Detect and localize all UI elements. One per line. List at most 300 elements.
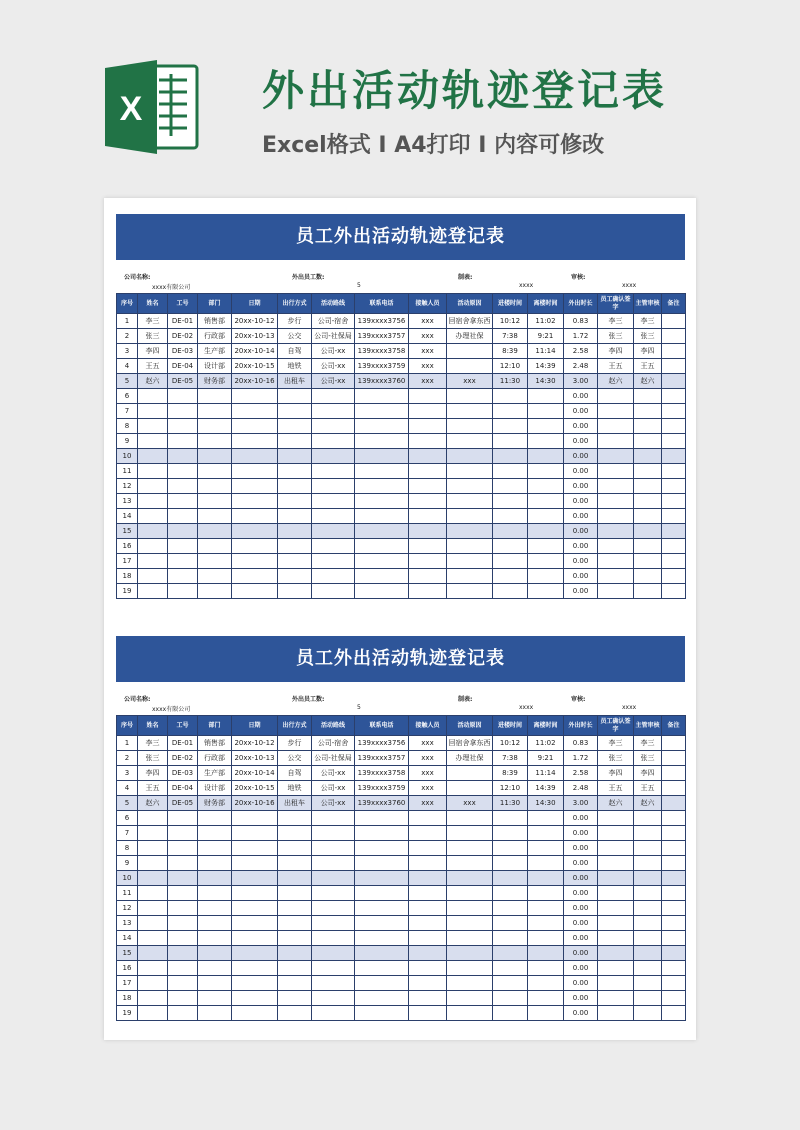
table-cell[interactable] — [598, 584, 634, 599]
table-cell[interactable] — [198, 991, 232, 1006]
table-cell[interactable]: 张三 — [598, 329, 634, 344]
table-cell[interactable] — [355, 856, 409, 871]
table-cell[interactable]: 6 — [117, 389, 138, 404]
table-cell[interactable] — [312, 584, 355, 599]
table-cell[interactable] — [198, 509, 232, 524]
table-cell[interactable] — [528, 569, 564, 584]
table-cell[interactable] — [232, 931, 278, 946]
table-cell[interactable]: 自驾 — [278, 344, 312, 359]
table-cell[interactable]: 张三 — [598, 751, 634, 766]
table-cell[interactable] — [493, 539, 528, 554]
table-cell[interactable]: 0.00 — [564, 509, 598, 524]
table-cell[interactable] — [138, 449, 168, 464]
table-cell[interactable]: DE-02 — [168, 751, 198, 766]
table-cell[interactable] — [198, 931, 232, 946]
table-cell[interactable] — [355, 1006, 409, 1021]
table-cell[interactable] — [168, 449, 198, 464]
table-cell[interactable]: DE-01 — [168, 736, 198, 751]
table-cell[interactable]: 20xx-10-16 — [232, 796, 278, 811]
table-cell[interactable]: 2 — [117, 751, 138, 766]
table-cell[interactable]: 15 — [117, 946, 138, 961]
table-cell[interactable] — [493, 584, 528, 599]
table-cell[interactable] — [168, 494, 198, 509]
table-cell[interactable]: 7:38 — [493, 329, 528, 344]
table-cell[interactable]: 0.00 — [564, 419, 598, 434]
table-cell[interactable] — [598, 389, 634, 404]
table-cell[interactable] — [355, 524, 409, 539]
table-cell[interactable] — [232, 946, 278, 961]
table-cell[interactable] — [662, 1006, 686, 1021]
table-cell[interactable]: 出租车 — [278, 374, 312, 389]
table-cell[interactable]: 王五 — [634, 781, 662, 796]
table-cell[interactable] — [312, 991, 355, 1006]
table-cell[interactable]: 公司-xx — [312, 359, 355, 374]
table-cell[interactable]: 0.00 — [564, 916, 598, 931]
table-cell[interactable] — [662, 811, 686, 826]
table-cell[interactable] — [232, 961, 278, 976]
table-cell[interactable] — [662, 569, 686, 584]
table-cell[interactable]: 行政部 — [198, 329, 232, 344]
table-cell[interactable]: 生产部 — [198, 766, 232, 781]
table-cell[interactable] — [598, 569, 634, 584]
table-cell[interactable]: 回宿舍拿东西 — [447, 736, 493, 751]
table-cell[interactable] — [634, 539, 662, 554]
table-cell[interactable]: 139xxxx3756 — [355, 314, 409, 329]
table-cell[interactable]: 0.00 — [564, 901, 598, 916]
table-cell[interactable] — [528, 871, 564, 886]
table-cell[interactable] — [662, 374, 686, 389]
table-cell[interactable] — [528, 841, 564, 856]
table-cell[interactable] — [409, 961, 447, 976]
table-cell[interactable] — [598, 916, 634, 931]
table-cell[interactable]: 王五 — [138, 359, 168, 374]
table-cell[interactable] — [138, 569, 168, 584]
table-cell[interactable]: 公交 — [278, 751, 312, 766]
table-cell[interactable] — [232, 554, 278, 569]
table-cell[interactable]: 设计部 — [198, 359, 232, 374]
table-cell[interactable]: 20xx-10-12 — [232, 314, 278, 329]
table-cell[interactable] — [355, 826, 409, 841]
table-cell[interactable] — [168, 886, 198, 901]
table-cell[interactable]: 3 — [117, 344, 138, 359]
table-cell[interactable] — [528, 389, 564, 404]
table-cell[interactable]: 19 — [117, 584, 138, 599]
table-cell[interactable] — [278, 916, 312, 931]
table-cell[interactable]: 回宿舍拿东西 — [447, 314, 493, 329]
table-cell[interactable] — [598, 479, 634, 494]
table-cell[interactable] — [493, 826, 528, 841]
table-cell[interactable] — [409, 524, 447, 539]
table-cell[interactable] — [278, 479, 312, 494]
table-cell[interactable] — [312, 946, 355, 961]
table-cell[interactable]: xxx — [409, 329, 447, 344]
table-cell[interactable] — [447, 961, 493, 976]
table-cell[interactable] — [598, 494, 634, 509]
table-cell[interactable] — [409, 841, 447, 856]
table-cell[interactable] — [232, 404, 278, 419]
table-cell[interactable] — [312, 961, 355, 976]
table-cell[interactable] — [312, 494, 355, 509]
table-cell[interactable]: 139xxxx3757 — [355, 329, 409, 344]
table-cell[interactable]: 0.00 — [564, 389, 598, 404]
table-cell[interactable] — [493, 404, 528, 419]
table-cell[interactable]: 139xxxx3760 — [355, 796, 409, 811]
table-cell[interactable] — [662, 736, 686, 751]
table-cell[interactable]: 赵六 — [598, 374, 634, 389]
table-cell[interactable] — [168, 976, 198, 991]
table-cell[interactable] — [168, 524, 198, 539]
table-cell[interactable] — [232, 584, 278, 599]
table-cell[interactable] — [198, 464, 232, 479]
table-cell[interactable] — [232, 524, 278, 539]
table-cell[interactable] — [447, 1006, 493, 1021]
table-cell[interactable] — [528, 991, 564, 1006]
table-cell[interactable]: 公司-xx — [312, 781, 355, 796]
table-cell[interactable] — [198, 856, 232, 871]
table-cell[interactable] — [312, 479, 355, 494]
table-cell[interactable] — [168, 901, 198, 916]
table-cell[interactable]: 15 — [117, 524, 138, 539]
table-cell[interactable] — [598, 1006, 634, 1021]
table-cell[interactable] — [232, 1006, 278, 1021]
table-cell[interactable] — [528, 479, 564, 494]
table-cell[interactable] — [634, 856, 662, 871]
table-cell[interactable] — [662, 329, 686, 344]
table-cell[interactable] — [662, 389, 686, 404]
table-cell[interactable]: 12 — [117, 901, 138, 916]
table-cell[interactable] — [447, 434, 493, 449]
table-cell[interactable] — [634, 931, 662, 946]
table-cell[interactable] — [634, 554, 662, 569]
table-cell[interactable] — [198, 826, 232, 841]
table-cell[interactable] — [528, 826, 564, 841]
table-cell[interactable]: xxx — [409, 766, 447, 781]
table-cell[interactable] — [662, 479, 686, 494]
table-cell[interactable]: 销售部 — [198, 736, 232, 751]
table-cell[interactable] — [493, 389, 528, 404]
table-cell[interactable] — [493, 916, 528, 931]
table-cell[interactable] — [198, 404, 232, 419]
table-cell[interactable]: 139xxxx3758 — [355, 344, 409, 359]
table-cell[interactable] — [278, 826, 312, 841]
table-cell[interactable] — [198, 961, 232, 976]
table-cell[interactable] — [198, 871, 232, 886]
table-cell[interactable] — [662, 751, 686, 766]
table-cell[interactable] — [278, 419, 312, 434]
table-cell[interactable] — [278, 434, 312, 449]
table-cell[interactable]: xxx — [409, 344, 447, 359]
table-cell[interactable] — [278, 1006, 312, 1021]
table-cell[interactable]: 0.00 — [564, 584, 598, 599]
table-cell[interactable] — [493, 494, 528, 509]
table-cell[interactable] — [355, 916, 409, 931]
table-cell[interactable] — [598, 449, 634, 464]
table-cell[interactable] — [493, 931, 528, 946]
table-cell[interactable] — [447, 509, 493, 524]
table-cell[interactable] — [355, 509, 409, 524]
table-cell[interactable] — [355, 569, 409, 584]
table-cell[interactable] — [355, 404, 409, 419]
table-cell[interactable]: 公司-宿舍 — [312, 736, 355, 751]
table-cell[interactable]: 财务部 — [198, 796, 232, 811]
table-cell[interactable]: 11 — [117, 886, 138, 901]
table-cell[interactable] — [278, 569, 312, 584]
table-cell[interactable] — [409, 871, 447, 886]
table-cell[interactable] — [355, 554, 409, 569]
table-cell[interactable] — [447, 419, 493, 434]
table-cell[interactable] — [198, 901, 232, 916]
table-cell[interactable] — [634, 584, 662, 599]
table-cell[interactable] — [528, 584, 564, 599]
table-cell[interactable] — [447, 479, 493, 494]
table-cell[interactable]: 9:21 — [528, 329, 564, 344]
table-cell[interactable] — [232, 389, 278, 404]
table-cell[interactable]: 7:38 — [493, 751, 528, 766]
table-cell[interactable] — [634, 494, 662, 509]
table-cell[interactable] — [409, 811, 447, 826]
table-cell[interactable]: 14:30 — [528, 796, 564, 811]
table-cell[interactable] — [355, 449, 409, 464]
table-cell[interactable] — [598, 946, 634, 961]
table-cell[interactable]: DE-01 — [168, 314, 198, 329]
table-cell[interactable]: 李四 — [634, 766, 662, 781]
table-cell[interactable] — [312, 569, 355, 584]
table-cell[interactable] — [662, 359, 686, 374]
table-cell[interactable] — [528, 931, 564, 946]
table-cell[interactable] — [493, 946, 528, 961]
table-cell[interactable] — [355, 434, 409, 449]
table-cell[interactable] — [409, 494, 447, 509]
table-cell[interactable]: 李四 — [138, 766, 168, 781]
table-cell[interactable] — [409, 991, 447, 1006]
table-cell[interactable] — [138, 826, 168, 841]
table-cell[interactable] — [278, 539, 312, 554]
table-cell[interactable]: xxx — [409, 359, 447, 374]
table-cell[interactable]: 20xx-10-13 — [232, 329, 278, 344]
table-cell[interactable] — [168, 826, 198, 841]
table-cell[interactable] — [493, 419, 528, 434]
table-cell[interactable] — [409, 434, 447, 449]
table-cell[interactable] — [138, 509, 168, 524]
table-cell[interactable]: 0.00 — [564, 494, 598, 509]
table-cell[interactable] — [168, 871, 198, 886]
table-cell[interactable] — [355, 931, 409, 946]
table-cell[interactable] — [232, 434, 278, 449]
table-cell[interactable] — [493, 554, 528, 569]
table-cell[interactable] — [198, 449, 232, 464]
table-cell[interactable] — [355, 479, 409, 494]
table-cell[interactable] — [634, 389, 662, 404]
table-cell[interactable]: xxx — [409, 796, 447, 811]
table-cell[interactable]: xxx — [447, 374, 493, 389]
table-cell[interactable] — [138, 871, 168, 886]
table-cell[interactable]: 5 — [117, 374, 138, 389]
table-cell[interactable]: 2.58 — [564, 344, 598, 359]
table-cell[interactable]: 8 — [117, 419, 138, 434]
table-cell[interactable] — [409, 916, 447, 931]
table-cell[interactable] — [198, 946, 232, 961]
table-cell[interactable]: 3.00 — [564, 374, 598, 389]
table-cell[interactable]: 自驾 — [278, 766, 312, 781]
table-cell[interactable] — [662, 946, 686, 961]
table-cell[interactable] — [355, 841, 409, 856]
table-cell[interactable]: 0.00 — [564, 856, 598, 871]
table-cell[interactable] — [355, 419, 409, 434]
table-cell[interactable] — [198, 419, 232, 434]
table-cell[interactable]: 11:02 — [528, 736, 564, 751]
table-cell[interactable]: 财务部 — [198, 374, 232, 389]
table-cell[interactable]: DE-02 — [168, 329, 198, 344]
table-cell[interactable] — [634, 419, 662, 434]
table-cell[interactable]: 赵六 — [634, 374, 662, 389]
table-cell[interactable]: 20xx-10-14 — [232, 344, 278, 359]
table-cell[interactable]: 9 — [117, 434, 138, 449]
table-cell[interactable] — [662, 886, 686, 901]
table-cell[interactable]: 139xxxx3759 — [355, 781, 409, 796]
table-cell[interactable]: 0.00 — [564, 931, 598, 946]
table-cell[interactable]: 张三 — [634, 329, 662, 344]
table-cell[interactable]: 李三 — [634, 314, 662, 329]
table-cell[interactable] — [493, 811, 528, 826]
table-cell[interactable] — [278, 404, 312, 419]
table-cell[interactable]: 0.83 — [564, 736, 598, 751]
table-cell[interactable]: 139xxxx3756 — [355, 736, 409, 751]
table-cell[interactable] — [447, 569, 493, 584]
table-cell[interactable] — [312, 931, 355, 946]
table-cell[interactable] — [409, 886, 447, 901]
table-cell[interactable] — [232, 811, 278, 826]
table-cell[interactable] — [355, 494, 409, 509]
table-cell[interactable]: 赵六 — [634, 796, 662, 811]
table-cell[interactable] — [312, 886, 355, 901]
table-cell[interactable] — [662, 404, 686, 419]
table-cell[interactable] — [493, 449, 528, 464]
table-cell[interactable]: 1.72 — [564, 329, 598, 344]
table-cell[interactable] — [662, 584, 686, 599]
table-cell[interactable] — [278, 886, 312, 901]
table-cell[interactable] — [312, 1006, 355, 1021]
table-cell[interactable]: 赵六 — [138, 374, 168, 389]
table-cell[interactable] — [409, 569, 447, 584]
table-cell[interactable]: 10:12 — [493, 736, 528, 751]
table-cell[interactable] — [634, 916, 662, 931]
table-cell[interactable] — [598, 871, 634, 886]
table-cell[interactable]: 139xxxx3759 — [355, 359, 409, 374]
table-cell[interactable] — [278, 871, 312, 886]
table-cell[interactable] — [312, 434, 355, 449]
table-cell[interactable]: 20xx-10-13 — [232, 751, 278, 766]
table-cell[interactable]: 0.00 — [564, 1006, 598, 1021]
table-cell[interactable] — [634, 464, 662, 479]
table-cell[interactable] — [598, 841, 634, 856]
table-cell[interactable] — [447, 464, 493, 479]
table-cell[interactable] — [493, 841, 528, 856]
table-cell[interactable]: 张三 — [138, 751, 168, 766]
table-cell[interactable] — [232, 856, 278, 871]
table-cell[interactable]: 16 — [117, 961, 138, 976]
table-cell[interactable] — [168, 509, 198, 524]
table-cell[interactable] — [198, 494, 232, 509]
table-cell[interactable] — [278, 509, 312, 524]
table-cell[interactable] — [634, 1006, 662, 1021]
table-cell[interactable]: 0.00 — [564, 524, 598, 539]
table-cell[interactable] — [634, 991, 662, 1006]
table-cell[interactable] — [355, 886, 409, 901]
table-cell[interactable]: 8:39 — [493, 344, 528, 359]
table-cell[interactable]: xxx — [409, 781, 447, 796]
table-cell[interactable] — [198, 554, 232, 569]
table-cell[interactable] — [598, 901, 634, 916]
table-cell[interactable]: 1 — [117, 736, 138, 751]
table-cell[interactable] — [138, 916, 168, 931]
table-cell[interactable] — [634, 509, 662, 524]
table-cell[interactable]: 13 — [117, 494, 138, 509]
table-cell[interactable] — [634, 961, 662, 976]
table-cell[interactable] — [168, 464, 198, 479]
table-cell[interactable] — [138, 901, 168, 916]
table-cell[interactable] — [198, 539, 232, 554]
table-cell[interactable]: 步行 — [278, 314, 312, 329]
table-cell[interactable] — [232, 509, 278, 524]
table-cell[interactable]: 4 — [117, 781, 138, 796]
table-cell[interactable] — [138, 494, 168, 509]
table-cell[interactable]: 李三 — [138, 736, 168, 751]
table-cell[interactable] — [447, 931, 493, 946]
table-cell[interactable]: 销售部 — [198, 314, 232, 329]
table-cell[interactable] — [493, 991, 528, 1006]
table-cell[interactable] — [138, 584, 168, 599]
table-cell[interactable] — [138, 1006, 168, 1021]
table-cell[interactable] — [447, 916, 493, 931]
table-cell[interactable]: 14:39 — [528, 359, 564, 374]
table-cell[interactable]: 公交 — [278, 329, 312, 344]
table-cell[interactable] — [447, 991, 493, 1006]
table-cell[interactable]: 李四 — [598, 766, 634, 781]
table-cell[interactable] — [168, 856, 198, 871]
table-cell[interactable] — [493, 509, 528, 524]
table-cell[interactable] — [662, 434, 686, 449]
table-cell[interactable] — [168, 419, 198, 434]
table-cell[interactable] — [493, 569, 528, 584]
table-cell[interactable] — [138, 434, 168, 449]
table-cell[interactable] — [168, 916, 198, 931]
table-cell[interactable]: 公司-xx — [312, 796, 355, 811]
table-cell[interactable] — [634, 886, 662, 901]
table-cell[interactable] — [447, 826, 493, 841]
table-cell[interactable] — [278, 811, 312, 826]
table-cell[interactable]: 步行 — [278, 736, 312, 751]
table-cell[interactable] — [168, 539, 198, 554]
table-cell[interactable] — [232, 494, 278, 509]
table-cell[interactable] — [168, 961, 198, 976]
table-cell[interactable] — [278, 464, 312, 479]
table-cell[interactable]: 0.00 — [564, 449, 598, 464]
table-cell[interactable] — [634, 569, 662, 584]
table-cell[interactable]: 11:14 — [528, 344, 564, 359]
table-cell[interactable] — [598, 509, 634, 524]
table-cell[interactable] — [232, 826, 278, 841]
table-cell[interactable]: 11:14 — [528, 766, 564, 781]
table-cell[interactable]: 办理社保 — [447, 329, 493, 344]
table-cell[interactable] — [409, 479, 447, 494]
table-cell[interactable]: xxx — [409, 314, 447, 329]
table-cell[interactable] — [662, 314, 686, 329]
table-cell[interactable]: 0.00 — [564, 991, 598, 1006]
table-cell[interactable] — [198, 916, 232, 931]
table-cell[interactable] — [662, 931, 686, 946]
table-cell[interactable] — [312, 419, 355, 434]
table-cell[interactable] — [409, 539, 447, 554]
